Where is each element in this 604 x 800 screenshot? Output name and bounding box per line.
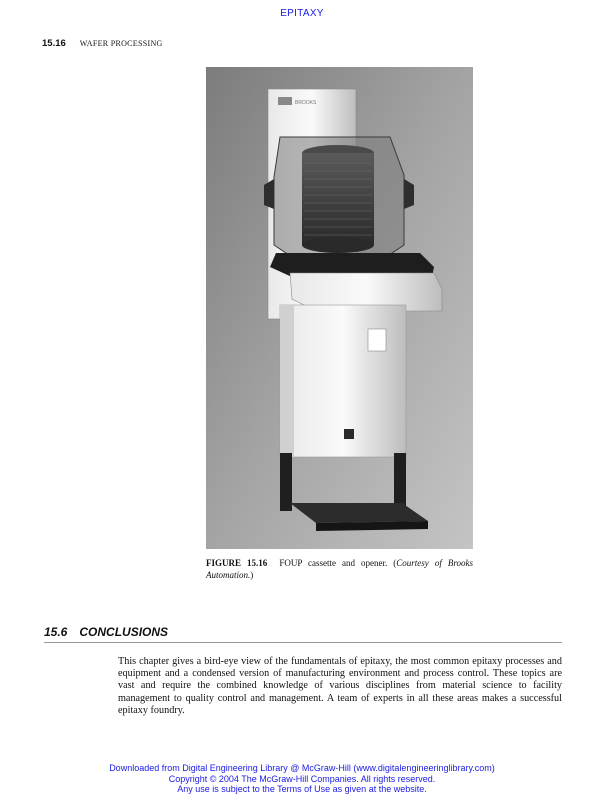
section-heading bbox=[44, 625, 562, 643]
section-number: 15.6 bbox=[44, 625, 68, 639]
caption-text: FOUP cassette and opener. ( bbox=[279, 558, 397, 568]
brand-logo bbox=[278, 97, 292, 105]
caption-close: ) bbox=[250, 570, 254, 580]
footer-download-line[interactable]: Downloaded from Digital Engineering Library @ McGraw-Hill (www.digitalengineeringlibrary.com) bbox=[109, 763, 495, 773]
running-head bbox=[42, 38, 163, 49]
caption-credit: Courtesy of Brooks Automation. bbox=[206, 558, 473, 580]
footer-terms-line[interactable]: Any use is subject to the Terms of Use as given at the website. bbox=[177, 784, 427, 794]
brand-logo-text: BROOKS bbox=[295, 100, 317, 106]
section-title: CONCLUSIONS bbox=[79, 625, 169, 639]
figure-label: FIGURE 15.16 bbox=[206, 558, 268, 568]
figure-photo bbox=[206, 67, 473, 549]
conclusions-paragraph: This chapter gives a bird-eye view of the fundamentals of epitaxy, the most common epitaxy processes and equipment and a condensed version of manufacturing environment and process control. These topics are vast and require the combined knowledge of various disciplines from material science to facility management to quality control and management. A team of experts in all these areas makes a successful epitaxy foundry. bbox=[118, 656, 562, 716]
running-title: WAFER PROCESSING bbox=[79, 39, 163, 48]
document-banner: EPITAXY bbox=[280, 8, 324, 19]
copyright-footer bbox=[0, 763, 604, 795]
figure-caption bbox=[206, 557, 473, 581]
foup-opener-illustration bbox=[206, 67, 473, 549]
page-number: 15.16 bbox=[42, 38, 66, 49]
footer-copyright-line: Copyright © 2004 The McGraw-Hill Companies. All rights reserved. bbox=[168, 773, 436, 784]
